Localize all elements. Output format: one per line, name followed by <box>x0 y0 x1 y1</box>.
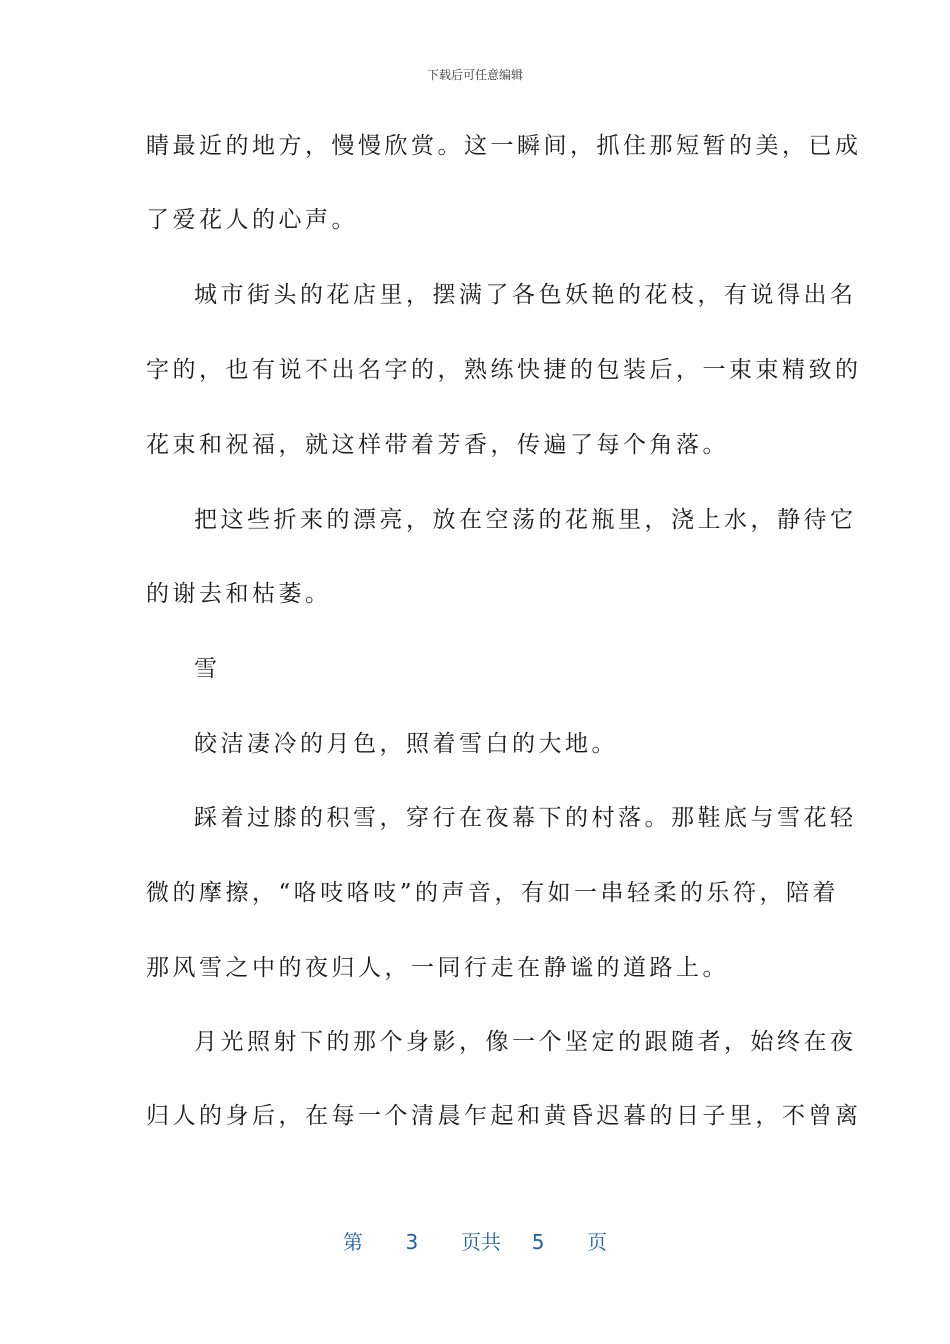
paragraph-line: 皎洁凄冷的月色，照着雪白的大地。 <box>194 731 618 757</box>
paragraph-line: 把这些折来的漂亮，放在空荡的花瓶里，浇上水，静待它 <box>194 507 857 533</box>
footer-middle: 页共 <box>461 1230 501 1254</box>
paragraph-line: 睛最近的地方，慢慢欣赏。这一瞬间，抓住那短暂的美，已成 <box>146 133 862 159</box>
footer-suffix: 页 <box>587 1230 608 1254</box>
paragraph-line: 归人的身后，在每一个清晨乍起和黄昏迟暮的日子里，不曾离 <box>146 1103 862 1129</box>
section-heading: 雪 <box>194 656 221 682</box>
paragraph-line: 字的，也有说不出名字的，熟练快捷的包装后，一束束精致的 <box>146 357 862 383</box>
footer-total-pages: 5 <box>531 1230 545 1254</box>
paragraph-line: 城市街头的花店里，摆满了各色妖艳的花枝，有说得出名 <box>194 282 857 308</box>
footer-prefix: 第 <box>342 1230 363 1254</box>
paragraph-line: 的谢去和枯萎。 <box>146 581 332 607</box>
paragraph-line: 了爱花人的心声。 <box>146 207 358 233</box>
footer-page-number: 3 <box>405 1230 419 1254</box>
paragraph-line: 微的摩擦，“咯吱咯吱”的声音，有如一串轻柔的乐符，陪着 <box>146 880 840 906</box>
paragraph-line: 月光照射下的那个身影，像一个坚定的跟随者，始终在夜 <box>194 1029 857 1055</box>
paragraph-line: 花束和祝福，就这样带着芳香，传遍了每个角落。 <box>146 432 729 458</box>
page-footer <box>0 1226 950 1255</box>
page-header: 下载后可任意编辑 <box>426 68 523 82</box>
paragraph-line: 那风雪之中的夜归人，一同行走在静谧的道路上。 <box>146 955 729 981</box>
paragraph-line: 踩着过膝的积雪，穿行在夜幕下的村落。那鞋底与雪花轻 <box>194 805 857 831</box>
